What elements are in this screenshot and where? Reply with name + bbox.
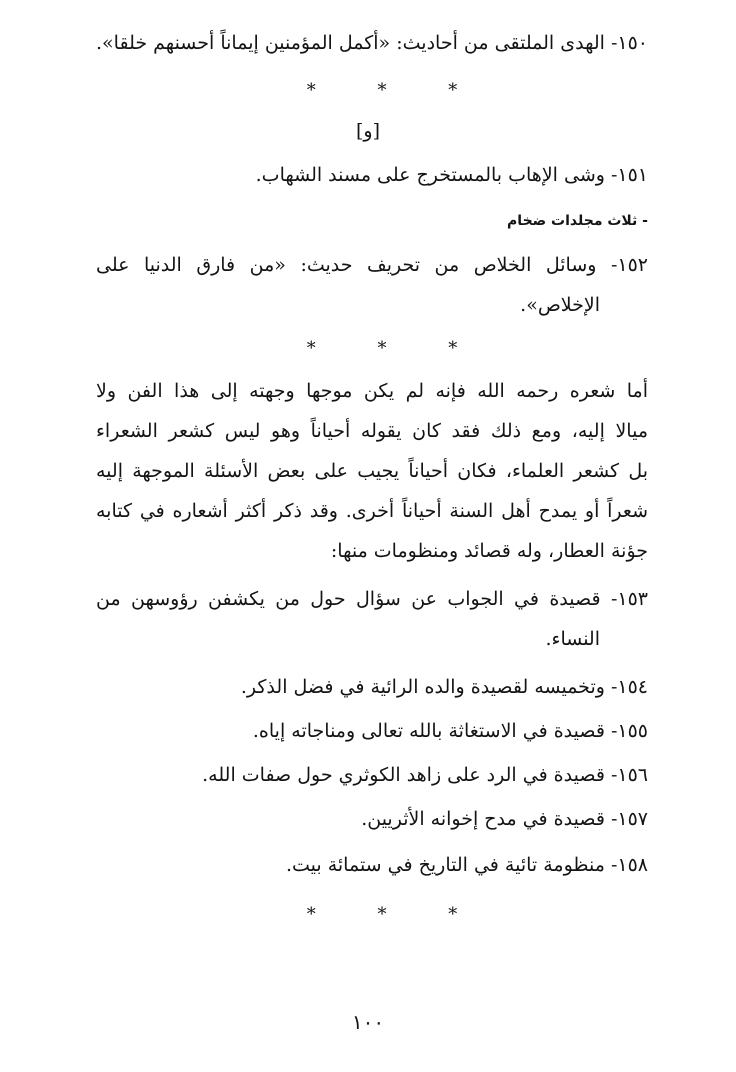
paragraph-line-1: أما شعره رحمه الله فإنه لم يكن موجها وجهته إلى هذا الفن ولا — [96, 380, 648, 402]
page-number: ١٠٠ — [351, 1010, 385, 1034]
paragraph-line-5: جؤنة العطار، وله قصائد ومنظومات منها: — [330, 540, 648, 562]
entry-153-line2: النساء. — [545, 628, 600, 650]
entry-153-line1: ١٥٣- قصيدة في الجواب عن سؤال حول من يكشفن رؤوسهن من — [96, 588, 648, 610]
separator-stars-3: * * * — [306, 904, 486, 925]
separator-stars-2: * * * — [306, 338, 486, 359]
paragraph-line-4: شعراً أو يمدح أهل السنة أحياناً أخرى. وقد ذكر أكثر أشعاره في كتابه — [96, 500, 648, 522]
section-letter: [و] — [355, 120, 380, 142]
entry-156: ١٥٦- قصيدة في الرد على زاهد الكوثري حول صفات الله. — [202, 764, 648, 786]
entry-152-line2: الإخلاص». — [520, 294, 600, 316]
separator-stars-1: * * * — [306, 80, 486, 101]
entry-152-line1: ١٥٢- وسائل الخلاص من تحريف حديث: «من فارق الدنيا على — [96, 254, 648, 276]
entry-155: ١٥٥- قصيدة في الاستغاثة بالله تعالى ومناجاته إياه. — [252, 720, 648, 742]
entry-151: ١٥١- وشى الإهاب بالمستخرج على مسند الشهاب. — [255, 164, 648, 186]
entry-157: ١٥٧- قصيدة في مدح إخوانه الأثريين. — [361, 808, 648, 830]
paragraph-line-3: بل كشعر العلماء، فكان أحياناً يجيب على بعض الأسئلة الموجهة إليه — [96, 460, 648, 482]
entry-154: ١٥٤- وتخميسه لقصيدة والده الرائية في فضل الذكر. — [240, 676, 648, 698]
paragraph-line-2: ميالا إليه، ومع ذلك فقد كان يقوله أحياناً وهو ليس كشعر الشعراء — [96, 420, 648, 442]
entry-151-note: - ثلاث مجلدات ضخام — [507, 213, 648, 229]
entry-150: ١٥٠- الهدى الملتقى من أحاديث: «أكمل المؤمنين إيماناً أحسنهم خلقا». — [96, 32, 648, 54]
entry-158: ١٥٨- منظومة تائية في التاريخ في ستمائة بيت. — [285, 854, 648, 876]
